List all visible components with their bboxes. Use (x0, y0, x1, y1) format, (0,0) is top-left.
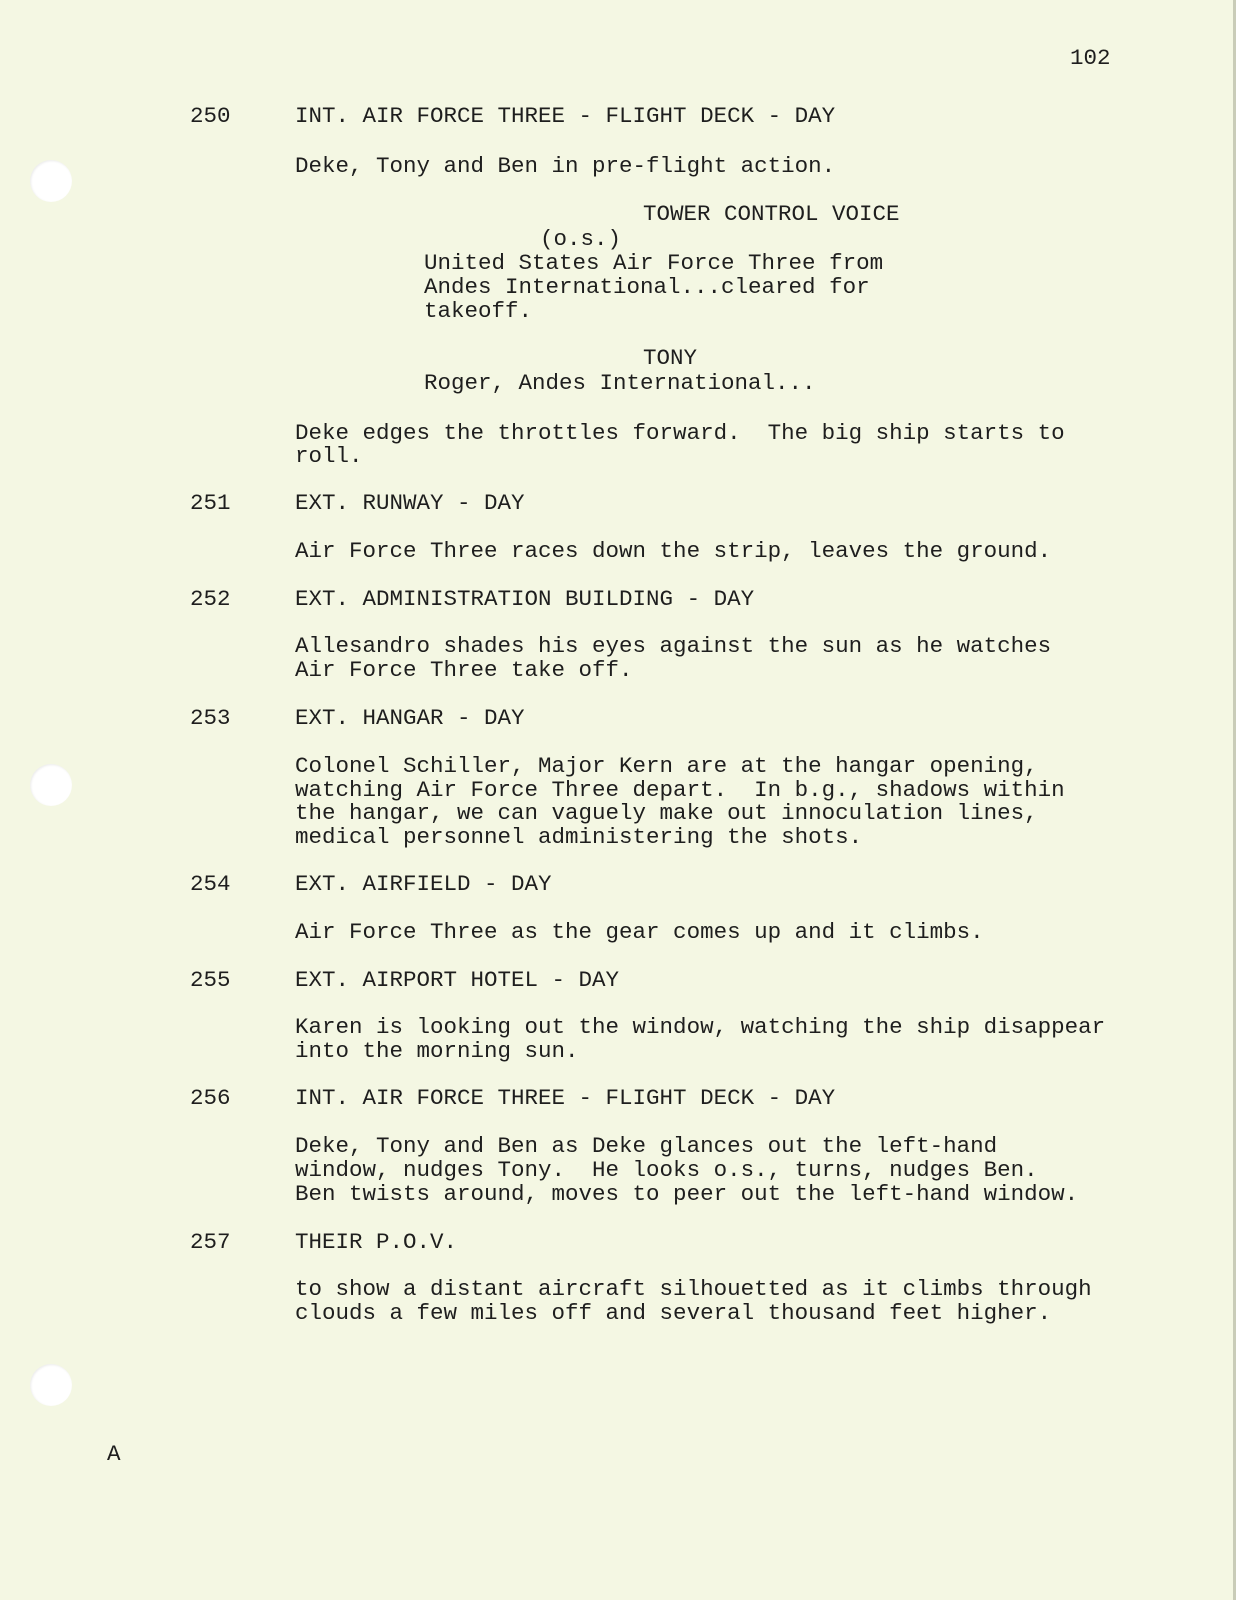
scene-number: 253 (190, 705, 231, 731)
dialogue-line: Andes International...cleared for (424, 274, 870, 300)
action-line: Colonel Schiller, Major Kern are at the hangar opening, (295, 753, 1038, 779)
dialogue-line: takeoff. (424, 298, 533, 324)
scene-number: 250 (190, 103, 231, 129)
binder-hole (30, 1364, 72, 1406)
scene-heading: EXT. AIRPORT HOTEL - DAY (295, 967, 620, 993)
scene-number: 255 (190, 967, 231, 993)
scene-number: 256 (190, 1085, 231, 1111)
dialogue-line: Roger, Andes International... (424, 370, 816, 396)
character-name: TONY (643, 345, 698, 371)
scene-heading: EXT. ADMINISTRATION BUILDING - DAY (295, 586, 755, 612)
action-line: Deke, Tony and Ben in pre-flight action. (295, 153, 836, 179)
action-line: to show a distant aircraft silhouetted as it climbs through (295, 1276, 1092, 1302)
action-line: window, nudges Tony. He looks o.s., turns, nudges Ben. (295, 1157, 1038, 1183)
scene-heading: INT. AIR FORCE THREE - FLIGHT DECK - DAY (295, 103, 836, 129)
action-line: Air Force Three take off. (295, 657, 633, 683)
scene-heading: INT. AIR FORCE THREE - FLIGHT DECK - DAY (295, 1085, 836, 1111)
footer-mark: A (107, 1441, 121, 1467)
scene-heading: THEIR P.O.V. (295, 1229, 458, 1255)
action-line: into the morning sun. (295, 1038, 579, 1064)
parenthetical: (o.s.) (540, 226, 622, 252)
action-line: watching Air Force Three depart. In b.g., shadows within (295, 777, 1065, 803)
scene-number: 251 (190, 490, 231, 516)
action-line: Allesandro shades his eyes against the sun as he watches (295, 633, 1052, 659)
action-line: Ben twists around, moves to peer out the left-hand window. (295, 1181, 1079, 1207)
action-line: Deke, Tony and Ben as Deke glances out the left-hand (295, 1133, 998, 1159)
action-line: medical personnel administering the shots. (295, 824, 863, 850)
scene-heading: EXT. AIRFIELD - DAY (295, 871, 552, 897)
scene-number: 257 (190, 1229, 231, 1255)
scene-heading: EXT. RUNWAY - DAY (295, 490, 525, 516)
page-number: 102 (1070, 45, 1111, 71)
action-line: Air Force Three as the gear comes up and it climbs. (295, 919, 984, 945)
scene-number: 252 (190, 586, 231, 612)
dialogue-line: United States Air Force Three from (424, 250, 884, 276)
action-line: the hangar, we can vaguely make out innoculation lines, (295, 800, 1038, 826)
action-line: roll. (295, 443, 363, 469)
character-name: TOWER CONTROL VOICE (643, 201, 900, 227)
action-line: clouds a few miles off and several thousand feet higher. (295, 1300, 1052, 1326)
scene-number: 254 (190, 871, 231, 897)
binder-hole (30, 764, 72, 806)
scene-heading: EXT. HANGAR - DAY (295, 705, 525, 731)
action-line: Deke edges the throttles forward. The big ship starts to (295, 420, 1065, 446)
binder-hole (30, 160, 72, 202)
action-line: Air Force Three races down the strip, leaves the ground. (295, 538, 1052, 564)
action-line: Karen is looking out the window, watching the ship disappear (295, 1014, 1106, 1040)
